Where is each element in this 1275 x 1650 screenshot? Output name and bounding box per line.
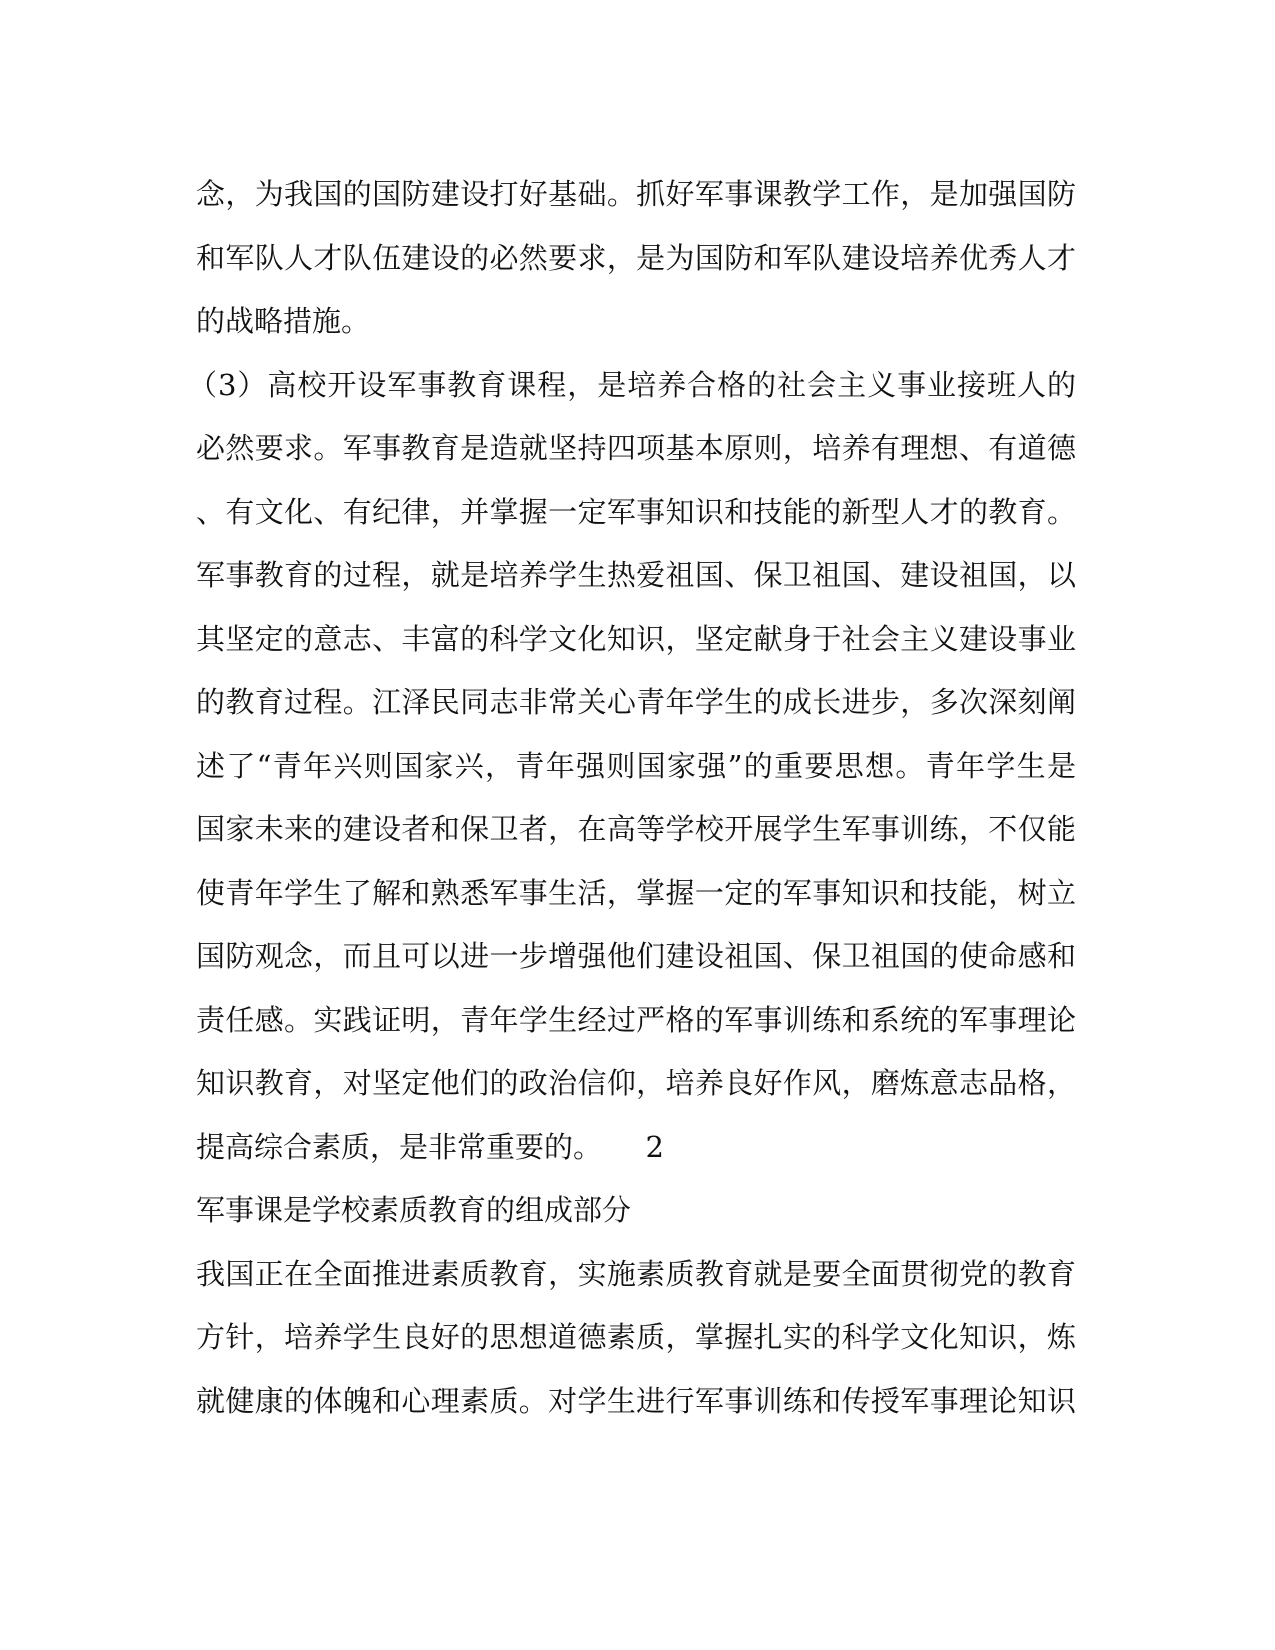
text-line: 军事教育的过程，就是培养学生热爱祖国、保卫祖国、建设祖国，以 <box>196 558 1076 592</box>
text-line: 的战略措施。 <box>196 304 371 338</box>
section-heading: 军事课是学校素质教育的组成部分 <box>196 1193 632 1227</box>
text-line: 、有文化、有纪律，并掌握一定军事知识和技能的新型人才的教育。 <box>196 494 1076 529</box>
text-line: 必然要求。军事教育是造就坚持四项基本原则，培养有理想、有道德 <box>196 431 1076 465</box>
text-line: 和军队人才队伍建设的必然要求，是为国防和军队建设培养优秀人才 <box>196 240 1076 275</box>
text-line: 我国正在全面推进素质教育，实施素质教育就是要全面贯彻党的教育 <box>196 1256 1076 1291</box>
text-line: 就健康的体魄和心理素质。对学生进行军事训练和传授军事理论知识 <box>196 1383 1076 1418</box>
text-line-with-page-marker: 提高综合素质，是非常重要的。 2 <box>196 1129 664 1164</box>
text-line: 使青年学生了解和熟悉军事生活，掌握一定的军事知识和技能，树立 <box>196 875 1076 910</box>
text-line: 念，为我国的国防建设打好基础。抓好军事课教学工作，是加强国防 <box>196 177 1076 211</box>
text-line: 国家未来的建设者和保卫者，在高等学校开展学生军事训练，不仅能 <box>196 812 1076 846</box>
body-text <box>188 163 1076 1433</box>
text-line: 责任感。实践证明，青年学生经过严格的军事训练和系统的军事理论 <box>196 1002 1076 1037</box>
list-item-3-start: （3）高校开设军事教育课程，是培养合格的社会主义事业接班人的 <box>188 367 1076 402</box>
text-line: 的教育过程。江泽民同志非常关心青年学生的成长进步，多次深刻阐 <box>196 685 1076 719</box>
text-line: 知识教育，对坚定他们的政治信仰，培养良好作风，磨炼意志品格， <box>196 1066 1076 1100</box>
text-line: 方针，培养学生良好的思想道德素质，掌握扎实的科学文化知识，炼 <box>196 1320 1076 1354</box>
text-line: 述了“青年兴则国家兴，青年强则国家强”的重要思想。青年学生是 <box>196 748 1076 783</box>
text-line: 其坚定的意志、丰富的科学文化知识，坚定献身于社会主义建设事业 <box>196 621 1076 656</box>
text-line: 国防观念，而且可以进一步增强他们建设祖国、保卫祖国的使命感和 <box>196 939 1076 973</box>
